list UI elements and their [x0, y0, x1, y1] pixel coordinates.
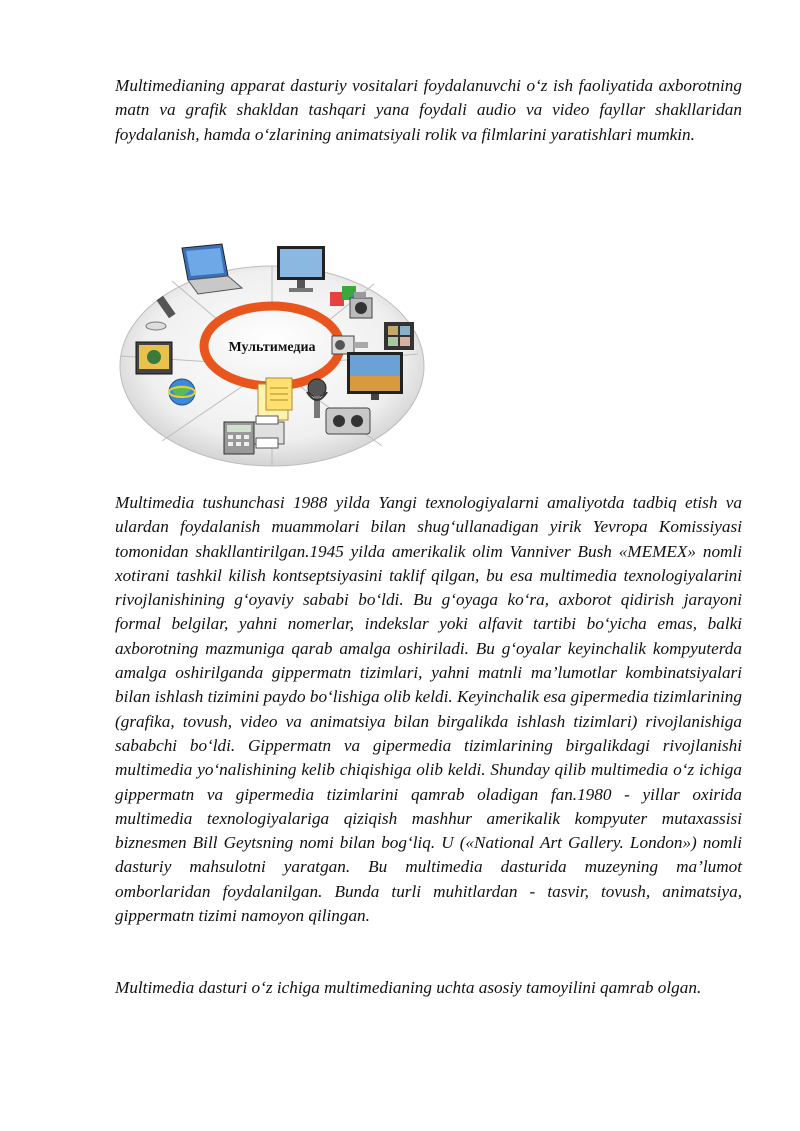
film-icon	[384, 322, 414, 350]
calculator-icon	[224, 422, 254, 454]
closing-paragraph: Multimedia dasturi o‘z ichiga multimedianing uchta asosiy tamoyilini qamrab olgan.	[115, 978, 702, 997]
multimedia-figure	[112, 236, 430, 472]
tape-icon	[326, 408, 370, 434]
center-label: Мультимедиа	[228, 340, 316, 355]
intro-paragraph: Multimedianing apparat dasturiy vositalari foydalanuvchi o‘z ish faoliyatida axborotning matn va grafik shakldan tashqari yana foydali audio va video fayllar shakllaridan foydalanish, hamda o‘zlarining animatsiyali rolik va filmlarini yaratishlari mumkin.	[115, 76, 742, 144]
tv-icon	[347, 352, 403, 400]
disc-icon	[146, 322, 166, 330]
multimedia-diagram	[112, 236, 430, 472]
webcam-icon	[136, 342, 172, 374]
history-paragraph: Multimedia tushunchasi 1988 yilda Yangi texnologiyalarni amaliyotda tadbiq etish va ulardan foydalanish muammolari bilan shug‘ullanadigan yirik Yevropa Komissiyasi tomonidan shakllantirilgan.1945 yilda amerikalik olim Vanniver Bush «MEMEX» nomli xotirani tashkil kilish kontseptsiyasini taklif qilgan, bu esa multimedia texnologiyalarini rivojlanishining g‘oyaviy sababi bo‘ldi. Bu g‘oyaga ko‘ra, axborot qidirish jarayoni formal belgilar, yahni nomerlar, indekslar yoki alfavit tartibi bo‘yicha emas, balki axborotning mazmuniga qarab amalga oshiriladi. Bu g‘oyalar keyinchalik kompyuterda amalga oshirilganda gippermatn tizimlari, yahni matnli ma’lumotlar kombinatsiyalari bilan ishlash tizimini paydo bo‘lishiga olib keldi. Keyinchalik esa gipermedia tizimlarining (grafika, tovush, video va animatsiya bilan birgalikda ishlash tizimlari) rivojlanishiga sababchi bo‘ldi. Gippermatn va gipermedia tizimlarining birgalikdagi rivojlanishi multimedia yo‘nalishining kelib chiqishiga olib keldi. Shunday qilib multimedia o‘z ichiga gippermatn va gipermedia tizimlarini qamrab oladigan fan.1980 - yillar oxirida multimedia texnologiyalariga qiziqish mashhur amerikalik kompyuter mutaxassisi biznesmen Bill Geytsning nomi bilan bog‘liq. U («National Art Gallery. London») nomli dasturiy mahsulotni yaratgan. Bu multimedia dasturida muzeyning ma’lumot omborlaridan foydalanilgan. Bunda turli muhitlardan - tasvir, tovush, animatsiya, gippermatn tizimi namoyon qilingan.	[115, 493, 742, 926]
globe-icon	[169, 379, 195, 405]
document-icon	[258, 378, 292, 420]
